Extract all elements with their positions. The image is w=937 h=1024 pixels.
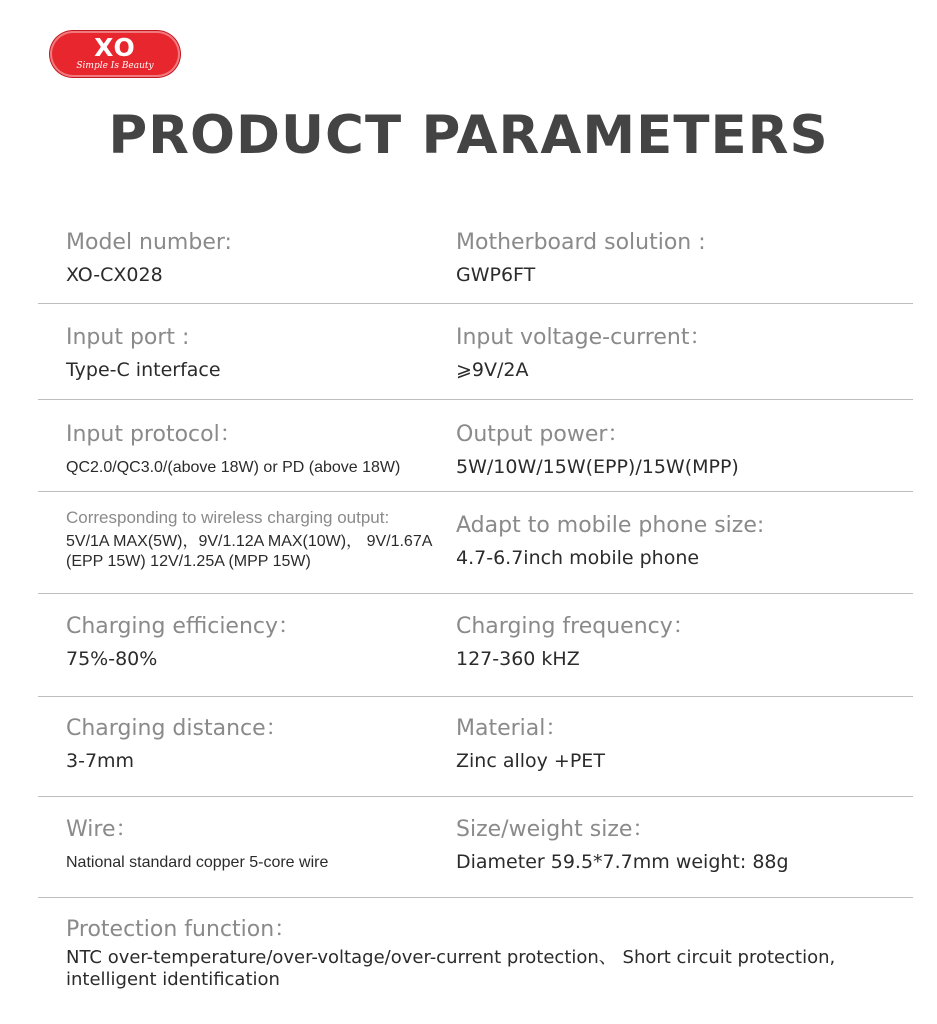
param-label: Input voltage-current： xyxy=(456,325,712,350)
param-label: Input port : xyxy=(66,325,190,350)
page-title: PRODUCT PARAMETERS xyxy=(108,105,829,166)
param-value: 3-7mm xyxy=(66,750,135,772)
logo-tagline: Simple Is Beauty xyxy=(76,61,154,71)
param-input-protocol xyxy=(66,420,466,478)
param-value: 5W/10W/15W(EPP)/15W(MPP) xyxy=(456,456,739,478)
param-label: Material： xyxy=(456,716,568,741)
param-value: Type-C interface xyxy=(66,359,221,381)
param-value: 127-360 kHZ xyxy=(456,648,580,670)
param-label: Size/weight size： xyxy=(456,817,655,842)
param-value: QC2.0/QC3.0/(above 18W) or PD (above 18W) xyxy=(66,459,401,476)
param-wireless-output xyxy=(66,507,466,572)
param-label: Model number: xyxy=(66,230,232,255)
param-value: 75%-80% xyxy=(66,648,158,670)
param-material xyxy=(456,714,896,774)
divider xyxy=(38,491,913,492)
brand-logo xyxy=(50,31,180,77)
param-value: National standard copper 5-core wire xyxy=(66,854,329,871)
param-value: GWP6FT xyxy=(456,264,536,286)
param-label: Input protocol： xyxy=(66,422,242,447)
param-label: Output power： xyxy=(456,422,630,447)
param-value xyxy=(66,947,906,991)
param-label: Charging efficiency： xyxy=(66,614,301,639)
logo-wordmark: XO xyxy=(94,33,136,62)
param-label: Motherboard solution : xyxy=(456,230,706,255)
param-value: Diameter 59.5*7.7mm weight: 88g xyxy=(456,851,789,873)
param-charging-distance xyxy=(66,714,466,774)
param-label: Adapt to mobile phone size: xyxy=(456,513,765,538)
param-wire xyxy=(66,815,466,873)
param-label: Protection function： xyxy=(66,917,297,942)
param-output-power xyxy=(456,420,896,480)
param-value-line: Short circuit protection, intelligent identification xyxy=(66,947,836,990)
param-motherboard-solution xyxy=(456,228,896,288)
param-input-voltage-current xyxy=(456,323,896,383)
divider xyxy=(38,399,913,400)
param-protection-function xyxy=(66,915,906,991)
param-charging-frequency xyxy=(456,612,896,672)
divider xyxy=(38,696,913,697)
param-value: XO-CX028 xyxy=(66,264,163,286)
param-model-number xyxy=(66,228,466,288)
param-value: ⩾9V/2A xyxy=(456,359,529,381)
param-value-line: NTC over-temperature/over-voltage/over-current protection、 xyxy=(66,947,617,968)
param-input-port xyxy=(66,323,466,383)
divider xyxy=(38,303,913,304)
param-phone-size xyxy=(456,511,896,571)
param-label: Wire： xyxy=(66,817,138,842)
param-value xyxy=(66,532,466,572)
param-charging-efficiency xyxy=(66,612,466,672)
divider xyxy=(38,897,913,898)
param-label: Charging distance： xyxy=(66,716,288,741)
divider xyxy=(38,593,913,594)
param-value: Zinc alloy +PET xyxy=(456,750,605,772)
param-label: Corresponding to wireless charging output: xyxy=(66,508,390,527)
param-value-line: 9V/1.67A (EPP 15W) 12V/1.25A (MPP 15W) xyxy=(66,533,432,570)
divider xyxy=(38,796,913,797)
param-label: Charging frequency： xyxy=(456,614,695,639)
param-size-weight xyxy=(456,815,896,875)
param-value: 4.7-6.7inch mobile phone xyxy=(456,547,700,569)
param-value-line: 5V/1A MAX(5W)，9V/1.12A MAX(10W)， xyxy=(66,533,363,550)
